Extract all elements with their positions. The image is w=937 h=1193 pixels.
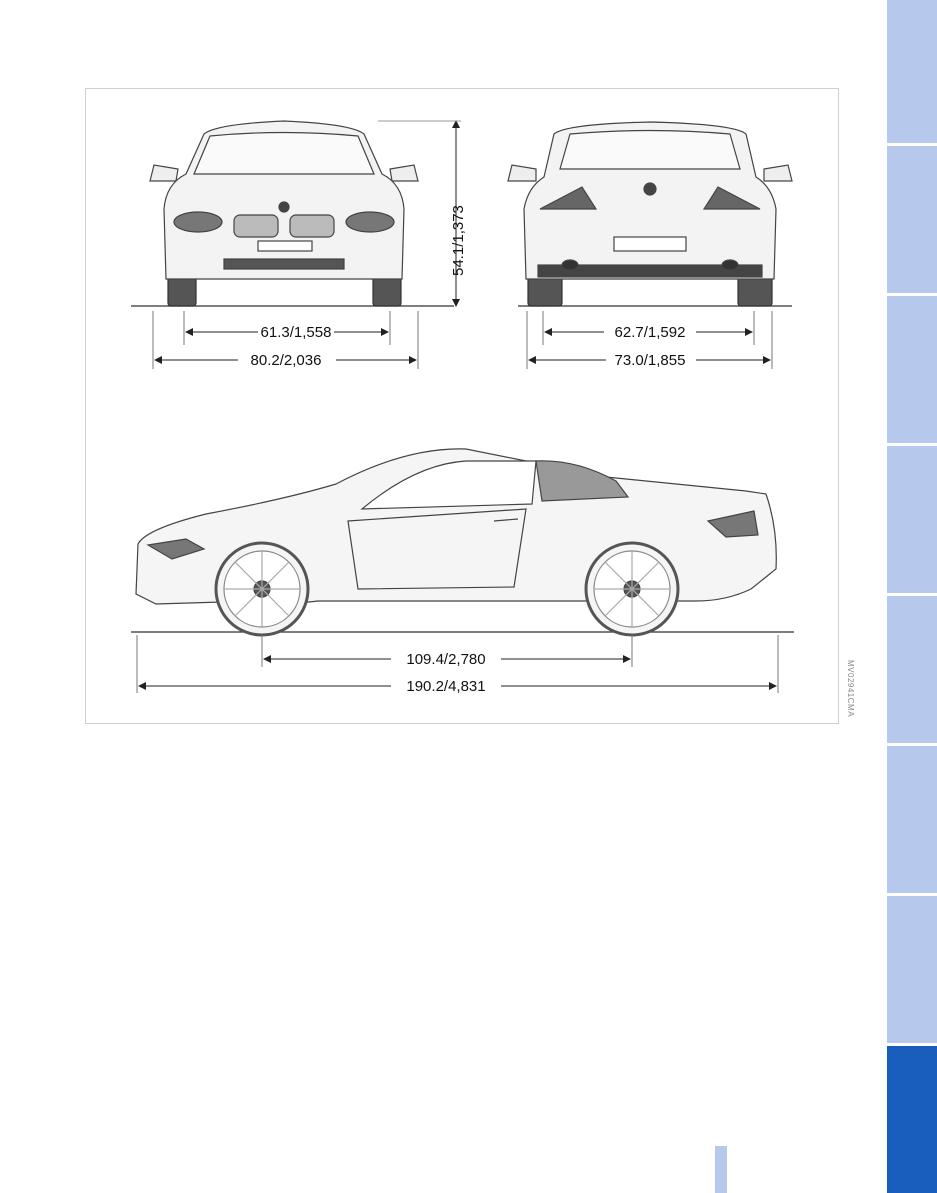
rear-track-label: 62.7/1,592 — [614, 324, 686, 341]
figure-code: MV02941CMA — [846, 660, 855, 718]
chapter-tab[interactable] — [887, 146, 937, 296]
page-marker — [715, 1146, 727, 1193]
chapter-tab[interactable] — [887, 296, 937, 446]
rear-view-drawing — [508, 122, 792, 306]
chapter-tab[interactable] — [887, 596, 937, 746]
vehicle-dimensions-figure — [85, 88, 839, 724]
chapter-tabs — [887, 0, 937, 1193]
side-wheelbase-label: 109.4/2,780 — [406, 651, 486, 668]
front-track-label: 61.3/1,558 — [260, 324, 332, 341]
rear-width-label: 73.0/1,855 — [614, 352, 686, 369]
front-height-label: 54.1/1,373 — [450, 205, 467, 276]
chapter-tab[interactable] — [887, 746, 937, 896]
front-width-label: 80.2/2,036 — [250, 352, 322, 369]
chapter-tab[interactable] — [887, 446, 937, 596]
chapter-tab-active[interactable] — [887, 1046, 937, 1193]
chapter-tab[interactable] — [887, 0, 937, 146]
side-view-drawing — [131, 449, 794, 635]
chapter-tab[interactable] — [887, 896, 937, 1046]
front-view-drawing — [131, 121, 454, 306]
side-length-label: 190.2/4,831 — [406, 678, 486, 695]
